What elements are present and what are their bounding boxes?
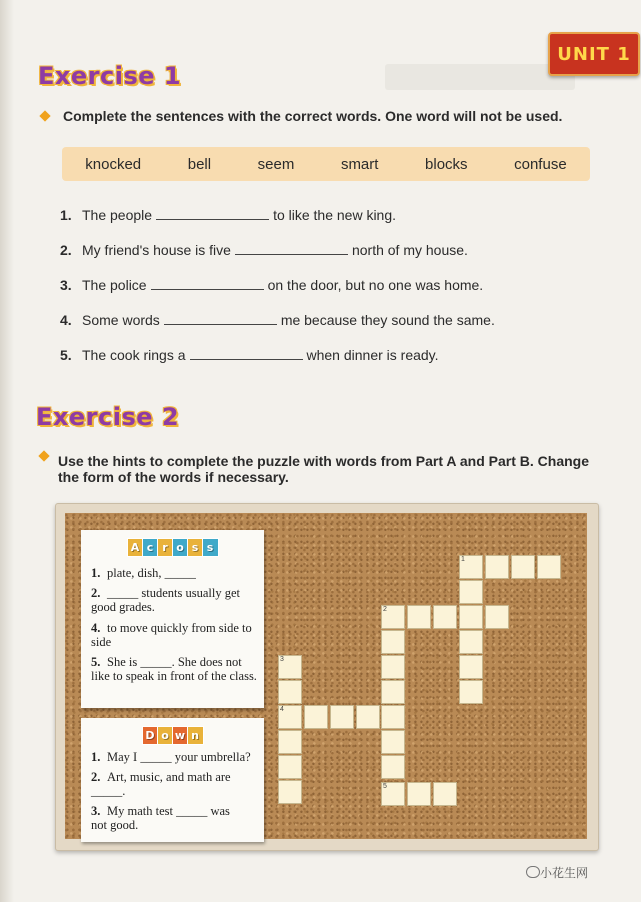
heading-letter-tile: s [187, 538, 204, 557]
heading-letter-tile: o [172, 538, 189, 557]
answer-blank[interactable] [235, 240, 348, 255]
word-bank-item: smart [340, 155, 379, 173]
cell-number: 4 [280, 706, 284, 713]
unit-badge [548, 32, 640, 76]
crossword-cell[interactable] [433, 605, 457, 629]
clue-number: 1. [91, 750, 101, 764]
bullet-icon [39, 110, 50, 121]
exercise-1-title: Exercise 1 [38, 62, 182, 90]
clue-text: Art, music, and math are _____. [91, 770, 231, 798]
heading-letter-tile: n [187, 726, 204, 745]
exercise-2-title: Exercise 2 [36, 403, 180, 431]
clue-text: to move quickly from side to side [91, 621, 252, 649]
sentence-text-before: My friend's house is five [82, 242, 231, 258]
sentence-text-before: Some words [82, 312, 160, 328]
crossword-cell[interactable] [304, 705, 328, 729]
crossword-cell[interactable] [407, 782, 431, 806]
clue-text: She is _____. She does not like to speak in front of the class. [91, 655, 257, 683]
down-clue-2 [91, 770, 251, 798]
word-bank-item: bell [187, 155, 212, 173]
crossword-cell[interactable] [381, 655, 405, 679]
heading-letter-tile: w [172, 726, 189, 745]
word-bank-item: seem [257, 155, 295, 173]
clue-number: 2. [91, 770, 101, 784]
page-spine-shadow [0, 0, 14, 902]
clue-number: 2. [91, 586, 101, 600]
sentence-3 [60, 275, 483, 293]
show-through-graphic [385, 64, 575, 90]
sentence-number: 2. [60, 242, 72, 258]
crossword-cell[interactable] [433, 782, 457, 806]
watermark-text: 小花生网 [540, 866, 589, 880]
answer-blank[interactable] [164, 310, 277, 325]
crossword-cell[interactable] [381, 680, 405, 704]
crossword-cell[interactable] [278, 780, 302, 804]
crossword-cell[interactable] [459, 680, 483, 704]
heading-letter-tile: o [157, 726, 174, 745]
sentence-text-after: north of my house. [351, 242, 468, 258]
clue-text: plate, dish, _____ [107, 566, 196, 580]
crossword-cell[interactable] [381, 605, 405, 629]
bullet-icon [38, 450, 49, 461]
word-bank-item: knocked [85, 155, 142, 173]
sentence-4 [60, 310, 495, 328]
cell-number: 1 [461, 556, 465, 563]
crossword-cell[interactable] [381, 755, 405, 779]
word-bank [62, 147, 590, 181]
crossword-cell[interactable] [381, 705, 405, 729]
heading-letter-tile: D [142, 726, 159, 745]
across-clue-2 [91, 586, 259, 614]
sentence-number: 3. [60, 277, 72, 293]
crossword-cell[interactable] [356, 705, 380, 729]
clue-text: _____ students usually get good grades. [91, 586, 240, 614]
sentence-text-before: The people [82, 207, 153, 223]
sentence-number: 5. [60, 347, 72, 363]
crossword-cell[interactable] [459, 580, 483, 604]
answer-blank[interactable] [190, 345, 303, 360]
cell-number: 3 [280, 656, 284, 663]
crossword-cell[interactable] [278, 655, 302, 679]
sentence-5 [60, 345, 439, 363]
crossword-cell[interactable] [459, 555, 483, 579]
crossword-cell[interactable] [407, 605, 431, 629]
across-heading [81, 538, 264, 558]
crossword-cell[interactable] [278, 730, 302, 754]
heading-letter-tile: s [202, 538, 219, 557]
crossword-cell[interactable] [485, 605, 509, 629]
sentence-text-before: The police [82, 277, 147, 293]
sentence-text-before: The cook rings a [82, 347, 186, 363]
across-clue-4 [91, 621, 259, 649]
sentence-text-after: when dinner is ready. [306, 347, 439, 363]
crossword-cell[interactable] [278, 680, 302, 704]
crossword-cell[interactable] [381, 782, 405, 806]
sentence-1 [60, 205, 396, 223]
answer-blank[interactable] [151, 275, 264, 290]
across-clues-card [81, 530, 264, 708]
crossword-cell[interactable] [330, 705, 354, 729]
crossword-cell[interactable] [459, 605, 483, 629]
crossword-cell[interactable] [459, 630, 483, 654]
exercise-2-instruction-line-1: Use the hints to complete the puzzle with words from Part A and Part B. Change [58, 453, 590, 469]
down-clue-3 [91, 804, 241, 832]
unit-label: UNIT 1 [557, 43, 631, 65]
sentence-text-after: on the door, but no one was home. [267, 277, 484, 293]
wechat-icon [526, 866, 540, 878]
clue-number: 3. [91, 804, 101, 818]
exercise-2-instruction-line-2: the form of the words if necessary. [58, 469, 289, 485]
crossword-cell[interactable] [511, 555, 535, 579]
cell-number: 2 [383, 606, 387, 613]
crossword-cell[interactable] [381, 630, 405, 654]
crossword-cell[interactable] [381, 730, 405, 754]
clue-number: 1. [91, 566, 101, 580]
down-clues-card [81, 718, 264, 842]
sentence-text-after: to like the new king. [273, 207, 397, 223]
down-clue-1 [91, 750, 263, 764]
across-clue-1 [91, 566, 259, 580]
sentence-number: 1. [60, 207, 72, 223]
word-bank-item: confuse [514, 155, 567, 173]
heading-letter-tile: r [157, 538, 174, 557]
exercise-1-instruction: Complete the sentences with the correct words. One word will not be used. [63, 108, 563, 124]
crossword-cell[interactable] [537, 555, 561, 579]
clue-text: My math test _____ was not good. [91, 804, 230, 832]
sentence-number: 4. [60, 312, 72, 328]
crossword-cell[interactable] [278, 755, 302, 779]
heading-letter-tile: c [142, 538, 159, 557]
crossword-cell[interactable] [459, 655, 483, 679]
sentence-text-after: me because they sound the same. [280, 312, 495, 328]
down-heading [81, 726, 264, 746]
crossword-cell[interactable] [278, 705, 302, 729]
clue-number: 5. [91, 655, 101, 669]
word-bank-item: blocks [425, 155, 468, 173]
cell-number: 5 [383, 783, 387, 790]
clue-text: May I _____ your umbrella? [107, 750, 251, 764]
crossword-cell[interactable] [485, 555, 509, 579]
answer-blank[interactable] [156, 205, 269, 220]
sentence-2 [60, 240, 468, 258]
clue-number: 4. [91, 621, 101, 635]
heading-letter-tile: A [127, 538, 144, 557]
across-clue-5 [91, 655, 259, 683]
